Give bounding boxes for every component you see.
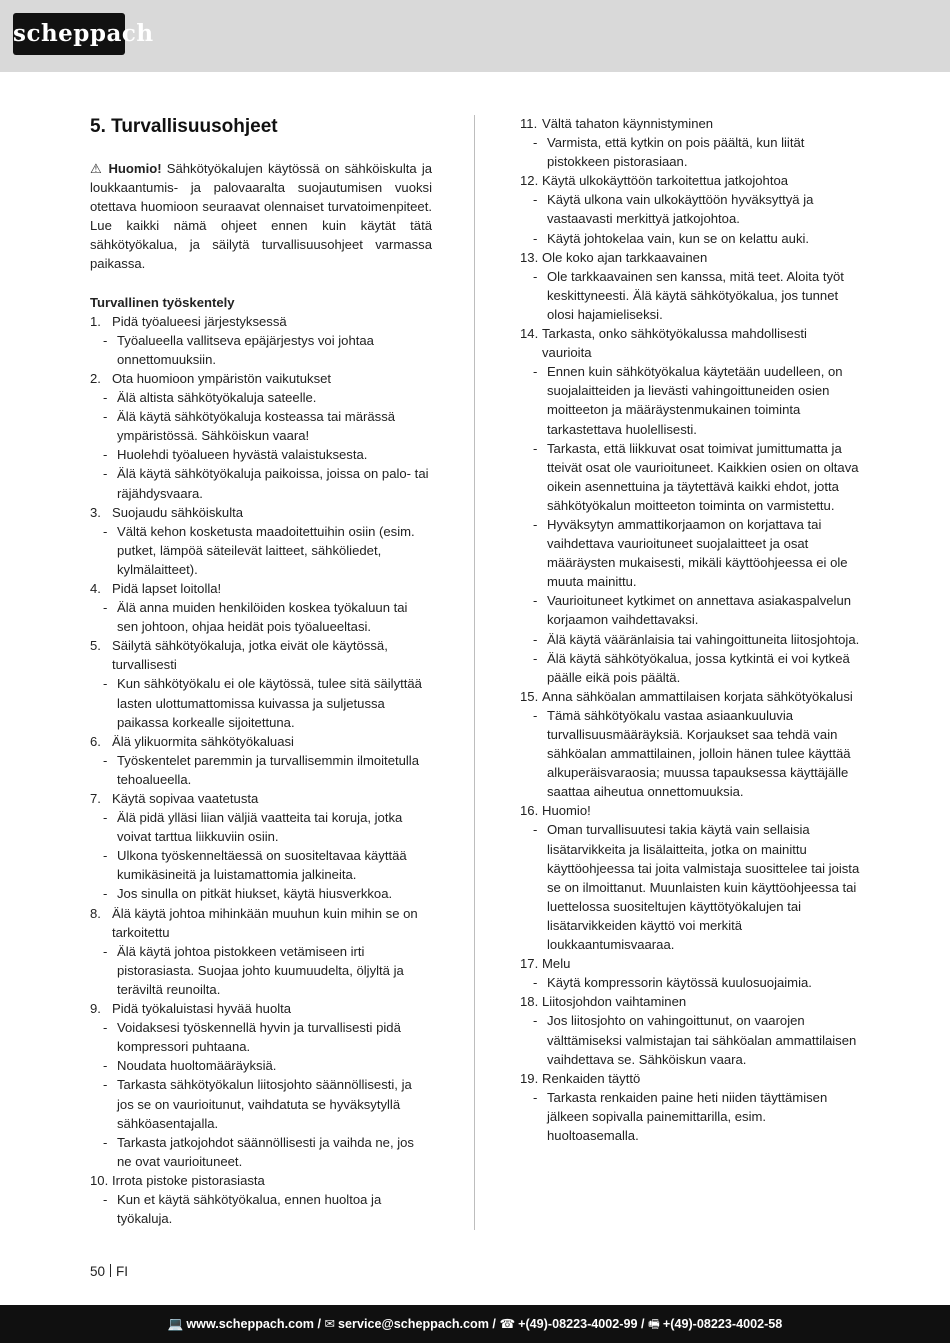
item-number: 7. <box>90 791 101 806</box>
bullet-text: Jos liitosjohto on vahingoittunut, on vaarojen välttämiseksi valmistajan tai sähköalan ammattilaisen vaihdettava se. Sähköiskun vaara. <box>547 1013 857 1067</box>
item-heading: Vältä tahaton käynnistyminen <box>542 116 714 131</box>
page-number <box>90 1264 128 1279</box>
bullet-item <box>520 1011 860 1068</box>
right-column <box>520 114 860 1145</box>
numbered-item <box>520 801 860 820</box>
dash-marker: - <box>103 332 108 348</box>
warning-paragraph <box>90 159 432 274</box>
bullet-text: Hyväksytyn ammattikorjaamon on korjattava tai vaihdettava vaurioituneet suojalaitteet ja osat määräysten mukaisesti, mikäli käyttöohjeessa ei ole muuta mainittu. <box>547 516 848 590</box>
footer-fax: +(49)-08223-4002-58 <box>662 1317 783 1331</box>
bullet-item <box>90 522 432 579</box>
bullet-item <box>90 751 432 789</box>
numbered-item <box>520 992 860 1011</box>
bullet-text: Työalueella vallitseva epäjärjestys voi johtaa onnettomuuksiin. <box>117 332 374 367</box>
bullet-text: Vältä kehon kosketusta maadoitettuihin osiin (esim. putket, lämpöä säteilevät laitteet, sähköliedet, kylmälaitteet). <box>117 523 415 577</box>
bullet-text: Varmista, että kytkin on pois päältä, kun liität pistokkeen pistorasiaan. <box>547 135 805 170</box>
item-heading: Tarkasta, onko sähkötyökalussa mahdollisesti vaurioita <box>542 326 807 361</box>
bullet-item <box>520 649 860 687</box>
item-heading: Käytä ulkokäyttöön tarkoitettua jatkojohtoa <box>542 173 789 189</box>
dash-marker: - <box>533 975 538 991</box>
numbered-item <box>90 636 432 674</box>
numbered-item <box>90 999 432 1018</box>
page-number-separator <box>110 1264 111 1277</box>
bullet-text: Noudata huoltomääräyksiä. <box>117 1058 277 1074</box>
numbered-item <box>520 248 860 267</box>
dash-marker: - <box>103 848 108 864</box>
bullet-item <box>90 884 432 903</box>
item-number: 19. <box>520 1070 539 1086</box>
computer-icon: 💻 <box>167 1317 184 1331</box>
bullet-text: Oman turvallisuutesi takia käytä vain sellaisia lisätarvikkeita ja lisälaitteita, jotka on mainittu käyttöohjeessa tai joita valmistaja suosittelee tai joista se on ilmoittanut. Muunlaisten kuin käyttöohjeessa tai luettelossa suositeltujen käyttötyökalujen tai lisätarvikkeiden käyttö voi merkitä loukkaantumisvaaraa. <box>547 822 860 953</box>
numbered-item <box>90 312 432 331</box>
dash-marker: - <box>103 752 108 768</box>
item-heading: Säilytä sähkötyökaluja, jotka eivät ole käytössä, turvallisesti <box>112 638 388 673</box>
item-number: 8. <box>90 905 101 921</box>
bullet-text: Älä pidä ylläsi liian väljiä vaatteita tai koruja, jotka voivat tarttua liikkuviin osiin. <box>117 810 403 845</box>
dash-marker: - <box>103 1191 108 1207</box>
bullet-item <box>520 229 860 248</box>
item-number: 14. <box>520 326 539 342</box>
page-language: FI <box>116 1264 129 1279</box>
bullet-text: Voidaksesi työskennellä hyvin ja turvallisesti pidä kompressori puhtaana. <box>117 1020 401 1055</box>
dash-marker: - <box>103 1058 108 1074</box>
bullet-item <box>90 942 432 999</box>
item-heading: Liitosjohdon vaihtaminen <box>542 994 687 1010</box>
numbered-item <box>90 732 432 751</box>
item-heading: Huomio! <box>542 803 591 819</box>
numbered-item <box>520 171 860 190</box>
item-heading: Ole koko ajan tarkkaavainen <box>542 249 708 265</box>
bullet-text: Kun et käytä sähkötyökalua, ennen huoltoa ja työkaluja. <box>117 1191 382 1227</box>
item-number: 15. <box>520 688 539 704</box>
dash-marker: - <box>103 1020 108 1036</box>
section-title: 5. Turvallisuusohjeet <box>90 116 278 137</box>
dash-marker: - <box>103 676 108 692</box>
bullet-item <box>90 388 432 407</box>
mail-icon: ✉ <box>324 1317 336 1331</box>
dash-marker: - <box>533 440 538 456</box>
item-heading: Käytä sopivaa vaatetusta <box>112 791 259 806</box>
item-heading: Pidä lapset loitolla! <box>112 580 222 596</box>
footer-bar <box>0 1305 950 1343</box>
bullet-text: Käytä kompressorin käytössä kuulosuojaimia. <box>547 975 812 991</box>
numbered-item <box>90 1171 432 1190</box>
bullet-item <box>90 1190 432 1228</box>
dash-marker: - <box>533 822 538 838</box>
item-number: 5. <box>90 638 101 654</box>
bullet-item <box>90 598 432 636</box>
numbered-item <box>90 369 432 388</box>
bullet-item <box>90 407 432 445</box>
bullet-item <box>520 362 860 438</box>
bullet-item <box>90 331 432 369</box>
dash-marker: - <box>533 192 538 208</box>
bullet-text: Tarkasta jatkojohdot säännöllisesti ja vaihda ne, jos ne ovat vaurioituneet. <box>117 1134 414 1169</box>
bullet-item <box>520 190 860 228</box>
bullet-item <box>520 133 860 171</box>
numbered-item <box>520 954 860 973</box>
numbered-item <box>520 1069 860 1088</box>
item-number: 9. <box>90 1001 101 1017</box>
item-heading: Irrota pistoke pistorasiasta <box>112 1172 265 1188</box>
dash-marker: - <box>103 390 108 406</box>
bullet-text: Älä käytä johtoa pistokkeen vetämiseen irti pistorasiasta. Suojaa johto kuumuudelta, öljyltä ja teräviltä reunoilta. <box>117 943 404 997</box>
bullet-text: Tarkasta, että liikkuvat osat toimivat jumittumatta ja tteivät osat ole vaurioituneet. Kaikkien osien on oltava oikein asennettuina ja täytettävä kaikki ehdot, jotta sähkötyökalun moitteeton toiminta on varmistettu. <box>547 440 859 513</box>
bullet-item <box>90 1056 432 1075</box>
bullet-item <box>520 630 860 649</box>
dash-marker: - <box>103 523 108 539</box>
dash-marker: - <box>103 886 108 902</box>
bullet-text: Älä anna muiden henkilöiden koskea työkaluun tai sen johtoon, ohjaa heidät pois työalueeltasi. <box>117 600 408 635</box>
item-heading: Älä ylikuormita sähkötyökaluasi <box>112 733 294 749</box>
footer-separator: / <box>488 1317 500 1331</box>
item-heading: Ota huomioon ympäristön vaikutukset <box>112 370 332 386</box>
numbered-item <box>90 503 432 522</box>
footer-separator: / <box>313 1317 325 1331</box>
item-number: 16. <box>520 803 539 819</box>
item-heading: Älä käytä johtoa mihinkään muuhun kuin mihin se on tarkoitettu <box>112 905 418 940</box>
item-number: 17. <box>520 956 539 972</box>
numbered-item <box>520 114 860 133</box>
right-instruction-list <box>520 114 860 1145</box>
bullet-text: Ole tarkkaavainen sen kanssa, mitä teet. Aloita työt keskittyneesti. Älä käytä sähkötyökalua, jos tunnet olosi hajamieliseksi. <box>547 268 844 322</box>
numbered-item <box>90 904 432 942</box>
item-number: 10. <box>90 1172 109 1188</box>
dash-marker: - <box>103 600 108 616</box>
bullet-text: Älä käytä sähkötyökalua, jossa kytkintä ei voi kytkeä päälle eikä pois päältä. <box>547 650 850 685</box>
header-band <box>0 0 950 72</box>
item-heading: Pidä työalueesi järjestyksessä <box>112 313 287 329</box>
dash-marker: - <box>103 943 108 959</box>
dash-marker: - <box>533 1089 538 1105</box>
dash-marker: - <box>533 516 538 532</box>
bullet-text: Kun sähkötyökalu ei ole käytössä, tulee sitä säilyttää lasten ulottumattomissa kuivassa ja suljetussa paikassa korkealle sijoitettuna. <box>117 676 422 730</box>
bullet-text: Huolehdi työalueen hyvästä valaistuksesta. <box>117 447 368 463</box>
numbered-item <box>520 324 860 362</box>
item-heading: Renkaiden täyttö <box>542 1070 641 1086</box>
bullet-text: Käytä ulkona vain ulkokäyttöön hyväksyttyä ja vastaavasti merkittyä jatkojohtoa. <box>547 192 814 227</box>
dash-marker: - <box>103 466 108 482</box>
item-number: 11. <box>520 116 538 131</box>
bullet-item <box>90 445 432 464</box>
bullet-text: Jos sinulla on pitkät hiukset, käytä hiusverkkoa. <box>117 886 393 902</box>
bullet-item <box>90 846 432 884</box>
bullet-text: Ulkona työskenneltäessä on suositeltavaa käyttää kumikäsineitä ja luistamattomia jalkineita. <box>117 848 407 883</box>
dash-marker: - <box>533 135 538 151</box>
footer-website[interactable]: www.scheppach.com <box>186 1317 314 1331</box>
dash-marker: - <box>533 1013 538 1029</box>
footer-phone: +(49)-08223-4002-99 <box>518 1317 638 1331</box>
bullet-item <box>90 1018 432 1056</box>
column-divider <box>474 115 475 1230</box>
numbered-item <box>90 579 432 598</box>
bullet-item <box>520 1088 860 1145</box>
numbered-item <box>90 789 432 808</box>
dash-marker: - <box>533 364 538 380</box>
phone-icon: ☎ <box>499 1317 516 1331</box>
warning-label: Huomio! <box>108 161 162 176</box>
numbered-item <box>520 687 860 706</box>
bullet-text: Ennen kuin sähkötyökalua käytetään uudelleen, on suojalaitteiden ja lievästi vahingoittuneiden osien moitteeton ja määräystenmukainen toiminta tarkastettava huolellisesti. <box>547 364 843 437</box>
bullet-item <box>520 267 860 324</box>
item-number: 1. <box>90 313 101 329</box>
footer-separator: / <box>637 1317 649 1331</box>
dash-marker: - <box>533 268 538 284</box>
page-number-value: 50 <box>90 1264 106 1279</box>
bullet-item <box>90 674 432 731</box>
bullet-item <box>520 973 860 992</box>
bullet-item <box>90 464 432 502</box>
dash-marker: - <box>533 230 538 246</box>
dash-marker: - <box>533 631 538 647</box>
dash-marker: - <box>103 810 108 826</box>
bullet-text: Älä käytä sähkötyökaluja paikoissa, joissa on palo- tai räjähdysvaara. <box>117 466 429 501</box>
bullet-item <box>520 515 860 591</box>
dash-marker: - <box>533 707 538 723</box>
bullet-item <box>90 808 432 846</box>
footer-email[interactable]: service@scheppach.com <box>338 1317 489 1331</box>
dash-marker: - <box>533 650 538 666</box>
bullet-text: Älä käytä sähkötyökaluja kosteassa tai märässä ympäristössä. Sähköiskun vaara! <box>117 409 396 444</box>
item-heading: Anna sähköalan ammattilaisen korjata sähkötyökalusi <box>542 688 853 704</box>
bullet-item <box>90 1133 432 1171</box>
dash-marker: - <box>103 1134 108 1150</box>
bullet-text: Vaurioituneet kytkimet on annettava asiakaspalvelun korjaamon vaihdettavaksi. <box>547 593 852 628</box>
item-heading: Pidä työkaluistasi hyvää huolta <box>112 1001 292 1017</box>
subheading: Turvallinen työskentely <box>90 294 235 310</box>
warning-icon: ⚠ <box>90 161 104 176</box>
bullet-item <box>520 591 860 629</box>
scheppach-logo: scheppach <box>13 13 125 55</box>
item-number: 12. <box>520 173 539 189</box>
item-heading: Melu <box>542 956 571 972</box>
bullet-text: Työskentelet paremmin ja turvallisemmin ilmoitetulla tehoalueella. <box>117 752 419 787</box>
bullet-text: Tarkasta renkaiden paine heti niiden täyttämisen jälkeen sopivalla painemittarilla, esim. huoltoasemalla. <box>547 1089 828 1143</box>
dash-marker: - <box>103 447 108 463</box>
bullet-item <box>520 820 860 954</box>
left-instruction-list <box>90 312 432 1229</box>
bullet-item <box>520 706 860 801</box>
bullet-text: Tämä sähkötyökalu vastaa asiaankuuluvia turvallisuusmääräyksiä. Korjaukset saa tehdä vain sähköalan ammattilainen, jolloin hänen tulee käyttää alkuperäisvaraosia; muussa tapauksessa käyttäjälle saattaa aiheutua onnettomuuksia. <box>547 707 851 800</box>
item-number: 3. <box>90 504 101 520</box>
item-number: 13. <box>520 249 539 265</box>
item-number: 18. <box>520 994 539 1010</box>
item-number: 4. <box>90 580 101 596</box>
bullet-item <box>520 439 860 515</box>
item-number: 6. <box>90 733 101 749</box>
dash-marker: - <box>533 593 538 609</box>
bullet-text: Käytä johtokelaa vain, kun se on kelattu auki. <box>547 230 810 246</box>
warning-text: Sähkötyökalujen käytössä on sähköiskulta ja loukkaantumis- ja palovaaralta suojautumisen vuoksi otettava huomioon seuraavat olennaiset turvatoimenpiteet. Lue kaikki nämä ohjeet ennen kuin käytät tätä sähkötyökalua, ja säilytä turvallisuusohjeet varmassa paikassa. <box>90 161 433 272</box>
left-column <box>90 114 432 1228</box>
dash-marker: - <box>103 1077 108 1093</box>
item-number: 2. <box>90 370 101 386</box>
bullet-text: Älä altista sähkötyökaluja sateelle. <box>117 390 317 406</box>
bullet-text: Älä käytä vääränlaisia tai vahingoittuneita liitosjohtoja. <box>547 631 860 647</box>
bullet-item <box>90 1075 432 1132</box>
fax-icon: 🖷 <box>648 1317 660 1331</box>
dash-marker: - <box>103 409 108 425</box>
item-heading: Suojaudu sähköiskulta <box>112 504 244 520</box>
bullet-text: Tarkasta sähkötyökalun liitosjohto säännöllisesti, ja jos se on vaurioitunut, vaihdatuta se hyväksytyllä sähköasentajalla. <box>117 1077 412 1131</box>
